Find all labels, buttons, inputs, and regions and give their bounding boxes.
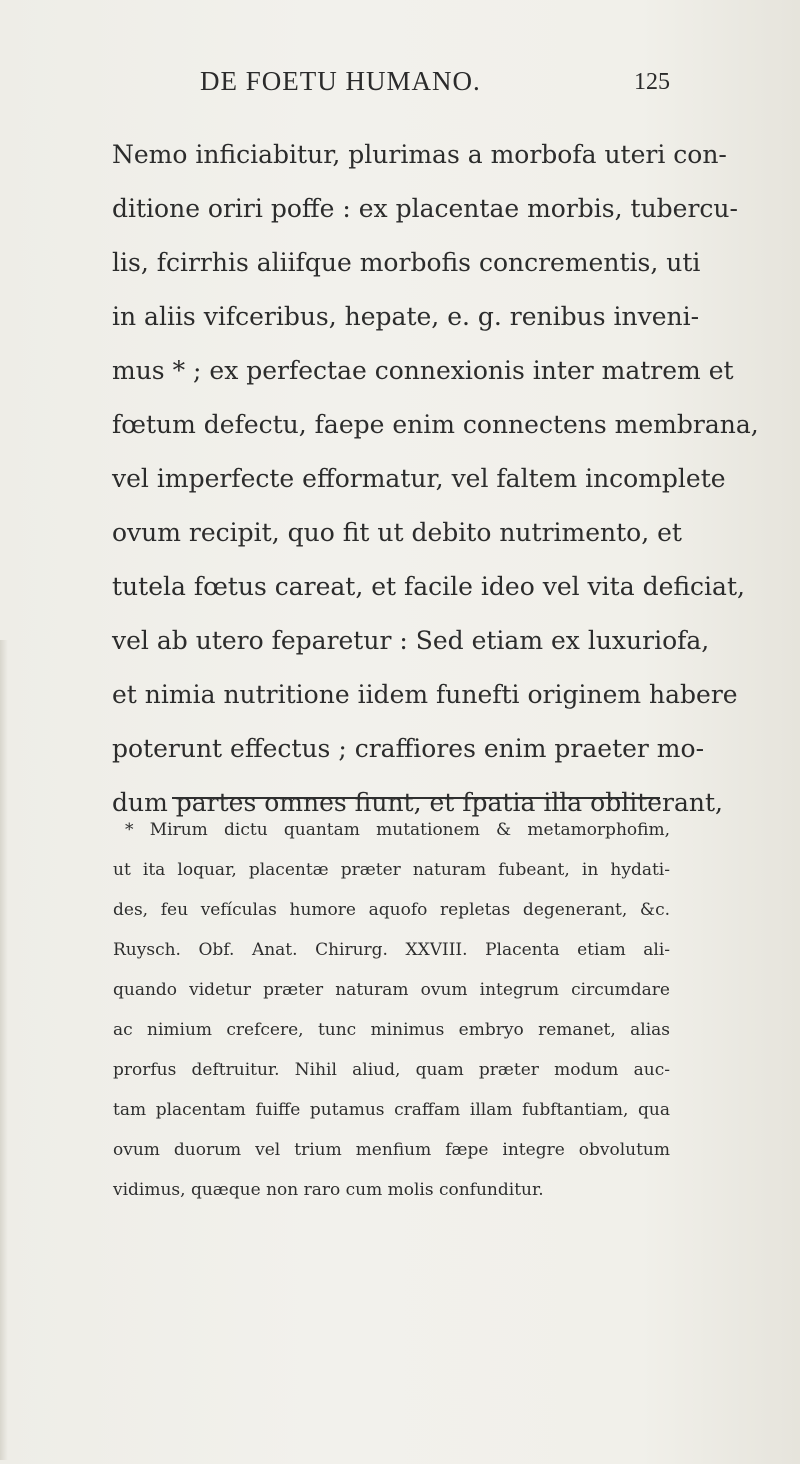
footnote-line: * Mirum dictu quantam mutationem & metamorphofim, (125, 820, 670, 840)
footnote-line: prorfus deftruitur. Nihil aliud, quam præter modum auc- (113, 1060, 670, 1080)
footnote-line: Ruysch. Obf. Anat. Chirurg. XXVIII. Placenta etiam ali- (113, 940, 670, 960)
footnote-line: quando videtur præter naturam ovum integrum circumdare (113, 980, 670, 1000)
footnote-line: tam placentam fuiffe putamus craffam illam fubftantiam, qua (113, 1100, 670, 1120)
text-line: ditione oriri poffe : ex placentae morbis, tubercu- (112, 194, 738, 223)
text-line: lis, fcirrhis aliifque morbofis concrementis, uti (112, 248, 701, 277)
page-header (200, 66, 670, 106)
footnote (113, 810, 670, 1210)
text-line: tutela fœtus careat, et facile ideo vel vita deficiat, (112, 572, 745, 601)
footnote-line: des, feu vefículas humore aquofo repletas degenerant, &c. (113, 900, 670, 920)
text-line: Nemo inficiabitur, plurimas a morbofa uteri con- (112, 140, 727, 169)
text-line: vel ab utero feparetur : Sed etiam ex luxuriofa, (112, 626, 710, 655)
footnote-line: ut ita loquar, placentæ præter naturam fubeant, in hydati- (113, 860, 670, 880)
footnote-line: ovum duorum vel trium menfium fæpe integre obvolutum (113, 1140, 670, 1160)
text-line: in aliis vifceribus, hepate, e. g. renibus inveni- (112, 302, 700, 331)
running-title: DE FOETU HUMANO. (200, 66, 481, 96)
text-line: poterunt effectus ; craffiores enim praeter mo- (112, 734, 705, 763)
page-number: 125 (634, 69, 670, 95)
footnote-line: ac nimium crefcere, tunc minimus embryo remanet, alias (113, 1020, 670, 1040)
text-line: fœtum defectu, faepe enim connectens membrana, (112, 410, 759, 439)
text-line: dum partes omnes fiunt, et fpatia illa obliterant, (112, 788, 723, 817)
main-text (112, 128, 759, 830)
text-line: vel imperfecte efformatur, vel faltem incomplete (112, 464, 726, 493)
text-line: ovum recipit, quo fit ut debito nutrimento, et (112, 518, 682, 547)
footnote-line: vidimus, quæque non raro cum molis confunditur. (113, 1180, 544, 1200)
text-line: et nimia nutritione iidem funefti originem habere (112, 680, 738, 709)
text-line: mus * ; ex perfectae connexionis inter matrem et (112, 356, 734, 385)
page-gutter-shadow (0, 640, 8, 1460)
footnote-separator-rule (172, 797, 660, 799)
